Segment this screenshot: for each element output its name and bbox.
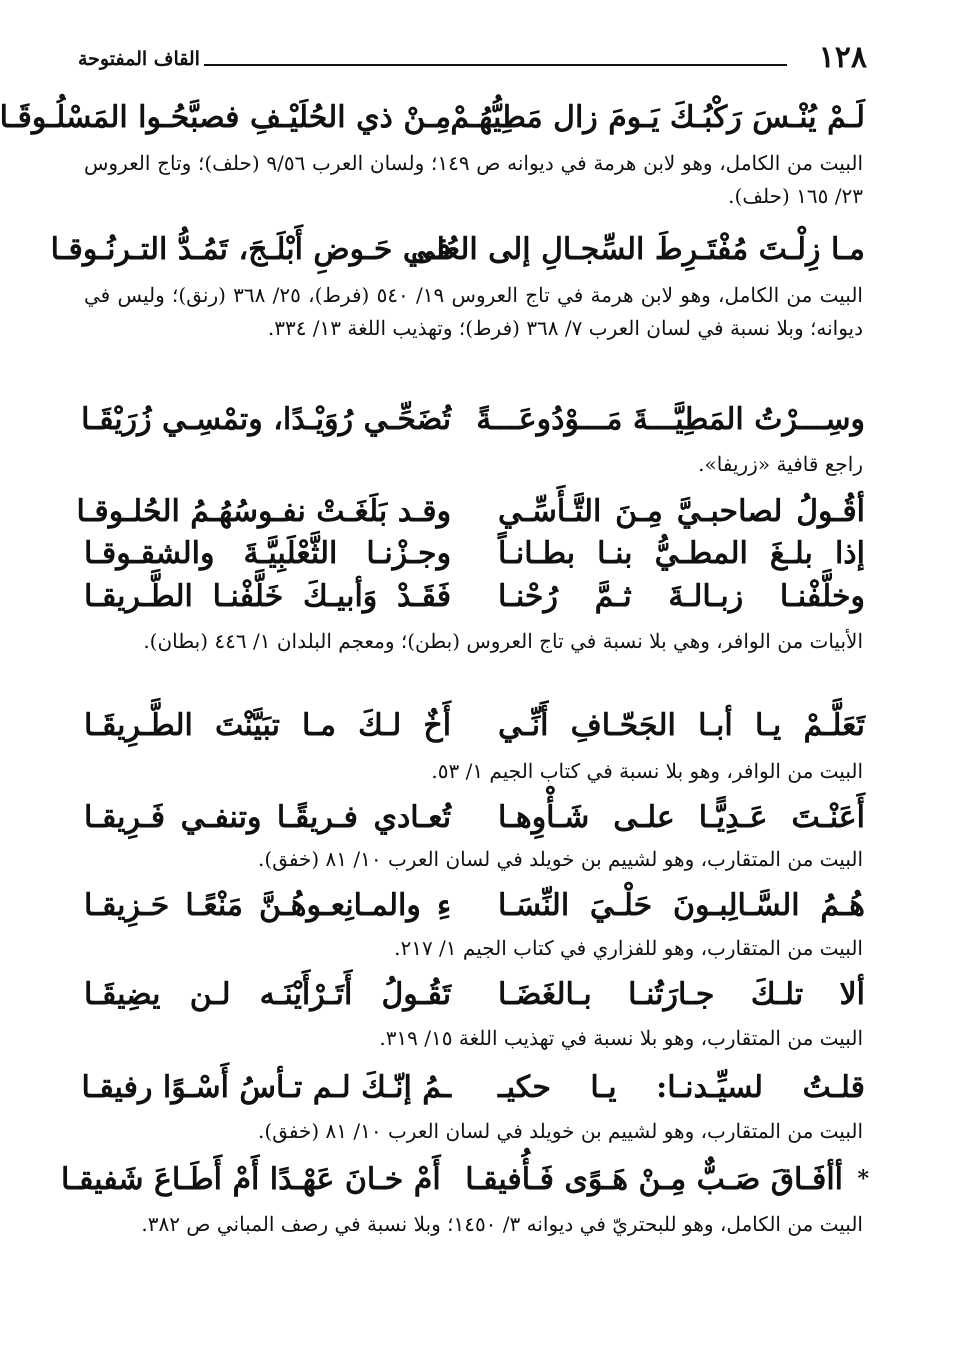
verse-second-hemistich: وقـد بَلَغَـتْ نفـوسُهُـمُ الحُلـوقـا [76,494,452,529]
verse-second-hemistich: ءِ والمـانِعـوهُـنَّ مَنْعًـا حَـزِيقـا [84,888,452,923]
page-header [78,40,867,76]
verse-line [84,702,865,750]
verse-second-hemistich: ـمُ إنّـكَ لـم تـأسُ أَسْـوًا رفيقـا [81,1070,452,1105]
verse-first-hemistich: وسِـــرْتُ المَطِيَّـــةَ مَـــوْدُوعَـــةً [476,402,865,437]
verse-first-hemistich: أَعَنْـتَ عَـدِيًّـا علـى شَـأْوِهـا [497,800,865,835]
verse-line [0,94,865,142]
verse-line [84,971,865,1019]
source-note-text: البيت من المتقارب، وهو لشييم بن خويلد في لسان العرب ١٠/ ٨١ (خفق). [258,1119,863,1143]
page-number: ١٢٨ [818,40,867,75]
source-note-text: البيت من الوافر، وهو بلا نسبة في كتاب الجيم ١/ ٥٣. [431,759,863,783]
source-note [84,1115,863,1148]
verse-line [81,1064,865,1112]
source-note [84,448,863,481]
verse-first-hemistich: ألا تلـكَ جـارَتُنـا بـالغَضَـا [497,977,865,1012]
verse-second-hemistich: وجـزْنـا الثَّعْلَبِيَّـةَ والشقـوقـا [84,536,452,571]
verse-first-hemistich: لَـمْ يُنْـسَ رَكْبُـكَ يَـومَ زال مَطِيُّهُـمْ [450,100,865,135]
header-rule [204,64,787,66]
verse-line [84,573,865,621]
verse-line [76,488,865,536]
star-marker: * [857,1166,869,1192]
verse-second-hemistich: تُعـادي فـريقًـا وتنفـي فَـرِيقـا [84,800,452,835]
verse-first-hemistich: أأفَـاقَ صَـبٌّ مِـنْ هَـوًى فَـأُفيقـا [465,1162,843,1197]
source-note [84,932,863,965]
verse-first-hemistich: قلـتُ لسيِّـدنـا: يـا حكيـ [497,1070,865,1105]
verse-first-hemistich: إذا بلـغَ المطـيُّ بنـا بطـانـاً [497,536,865,571]
verse-first-hemistich: تَعَلَّـمْ يـا أبـا الجَحّـافِ أَنِّـي [497,708,865,743]
source-note-text: البيت من المتقارب، وهو للفزاري في كتاب الجيم ١/ ٢١٧. [394,936,863,960]
source-note-text: البيت من الكامل، وهو لابن هرمة في تاج العروس ١٩/ ٥٤٠ (فرط)، ٢٥/ ٣٦٨ (رنق)؛ وليس في ديوانه؛ وبلا نسبة في لسان العرب ٧/ ٣٦٨ (فرط)؛ وتهذيب اللغة ١٣/ ٣٣٤. [84,283,863,340]
source-note [84,147,863,213]
source-note [84,279,863,345]
source-note [84,625,863,658]
verse-second-hemistich: تَقُـولُ أَتَـرْأَيْنَـه لـن يضِيقَـا [84,977,452,1012]
verse-line [81,396,865,444]
verse-second-hemistich: أَمْ خـانَ عَهْـدًا أَمْ أَطَـاعَ شَفيقـا [61,1162,441,1197]
running-title: القاف المفتوحة [78,48,200,70]
verse-second-hemistich: مِـنْ ذي الحُلَيْـفِ فصبَّحُـوا المَسْلُـوقَـا [0,100,452,135]
source-note-text: راجع قافية «زريفا». [698,452,863,476]
source-note-text: البيت من الكامل، وهو لابن هرمة في ديوانه ص ١٤٩؛ ولسان العرب ٩/٥٦ (حلف)؛ وتاج العروس ٢٣/ ١٦٥ (حلف). [84,151,864,208]
verse-second-hemistich: أَخٌ لـكَ مـا تبَيَّنْتَ الطَّـرِيقَـا [84,708,452,743]
source-note-text: البيت من المتقارب، وهو لشييم بن خويلد في لسان العرب ١٠/ ٨١ (خفق). [258,847,863,871]
verse-first-hemistich: وخلَّفْنـا زبـالـةَ ثـمَّ رُحْنـا [497,579,865,614]
source-note [84,843,863,876]
verse-first-hemistich: مـا زِلْـتَ مُفْتَـرِطَ السِّجـالِ إلى العُلى [410,232,865,267]
verse-line [61,1156,843,1204]
verse-second-hemistich: فـي حَـوضِ أَبْلَـجَ، تَمُـدُّ التـرنُـوقـا [50,232,452,267]
source-note [84,755,863,788]
verse-line [50,226,865,274]
verse-line [84,794,865,842]
source-note-text: البيت من الكامل، وهو للبحتريّ في ديوانه ٣/ ١٤٥٠؛ وبلا نسبة في رصف المباني ص ٣٨٢. [141,1212,863,1236]
verse-line [84,530,865,578]
source-note [84,1022,863,1055]
verse-second-hemistich: تُضَحِّـي رُوَيْـدًا، وتمْسِـي زُرَيْقَـا [81,402,452,437]
verse-first-hemistich: هُـمُ السَّـالِبـونَ حَلْـيَ النِّسَـا [497,888,865,923]
verse-second-hemistich: فَقَـدْ وَأبيـكَ خَلَّفْنـا الطَّـريقـا [84,579,452,614]
source-note [84,1208,863,1241]
source-note-text: الأبيات من الوافر، وهي بلا نسبة في تاج العروس (بطن)؛ ومعجم البلدان ١/ ٤٤٦ (بطان). [143,629,863,653]
verse-line [84,882,865,930]
verse-first-hemistich: أقُـولُ لصاحبـيَّ مِـنَ التَّـأَسِّـي [497,494,865,529]
source-note-text: البيت من المتقارب، وهو بلا نسبة في تهذيب اللغة ١٥/ ٣١٩. [379,1026,863,1050]
